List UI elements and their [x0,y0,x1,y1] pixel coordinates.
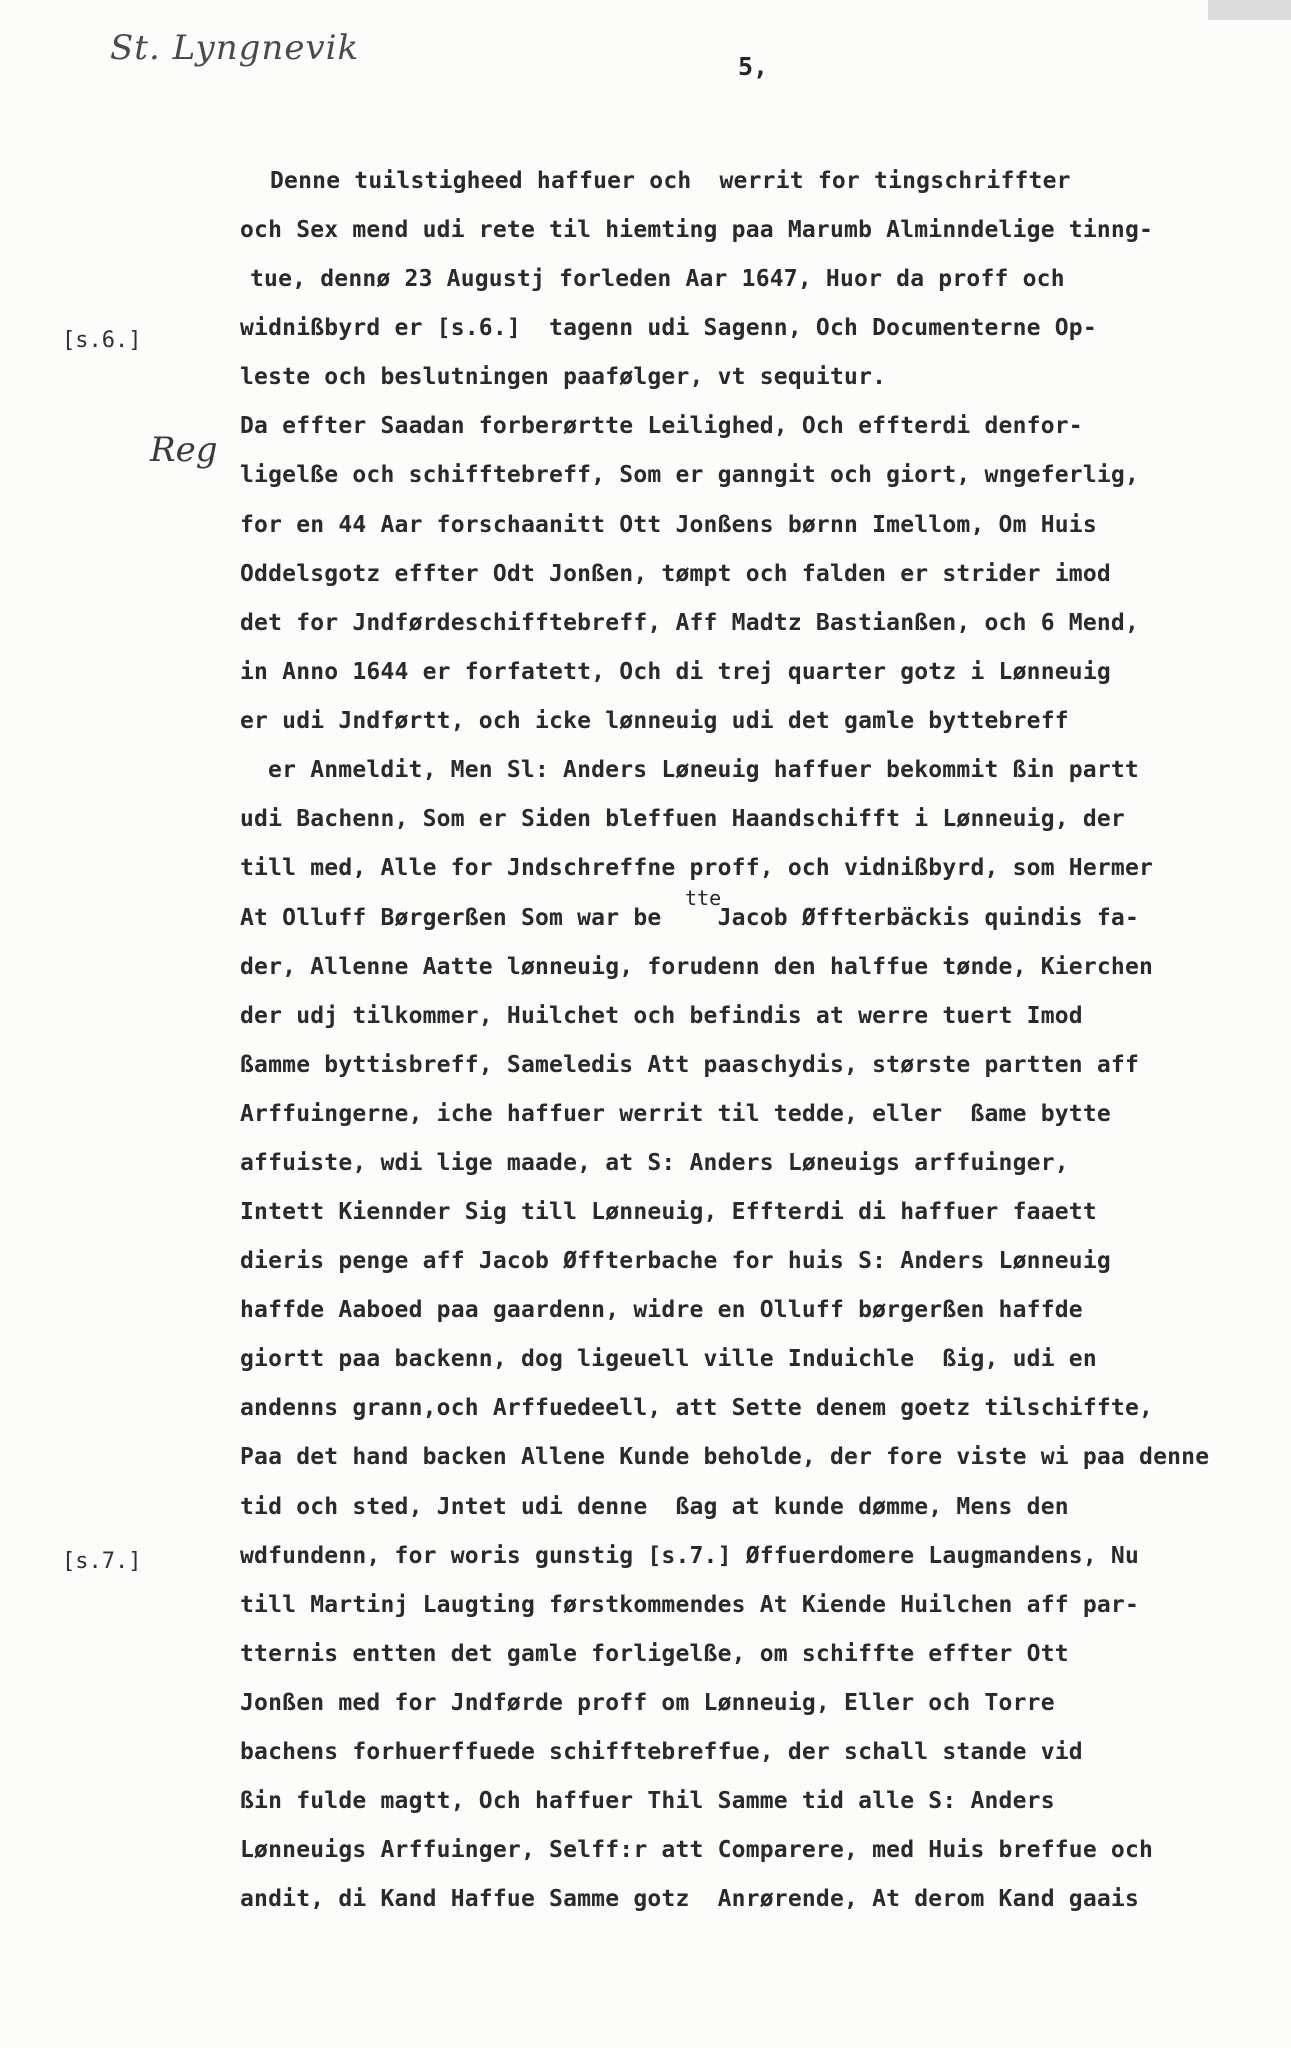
interlinear-insertion: tte [685,886,722,910]
document-line: widnißbyrd er [s.6.] tagenn udi Sagenn, Och Documenterne Op- [240,315,1097,341]
document-line: andenns grann,och Arffuedeell, att Sette denem goetz tilschiffte, [240,1395,1154,1421]
document-line: der, Allenne Aatte lønneuig, forudenn den halffue tønde, Kierchen [240,954,1154,980]
document-line: tue, dennø 23 Augustj forleden Aar 1647, Huor da proff och [250,266,1065,292]
document-line: haffde Aaboed paa gaardenn, widre en Olluff børgerßen haffde [240,1297,1083,1323]
document-line: bachens forhuerffuede schifftebreffue, der schall stande vid [240,1739,1083,1765]
document-line: ßamme byttisbreff, Sameledis Att paaschydis, største partten aff [240,1052,1140,1078]
document-line: leste och beslutningen paafølger, vt sequitur. [240,364,887,390]
document-line: Jonßen med for Jndførde proff om Lønneuig, Eller och Torre [240,1690,1055,1716]
document-line: andit, di Kand Haffue Samme gotz Anrørende, At derom Kand gaais [240,1886,1140,1912]
document-line: och Sex mend udi rete til hiemting paa Marumb Alminndelige tinng- [240,217,1154,243]
document-line: Da effter Saadan forberørtte Leilighed, Och effterdi denfor- [240,413,1083,439]
document-line: tid och sted, Jntet udi denne ßag at kunde dømme, Mens den [240,1494,1069,1520]
document-line: udi Bachenn, Som er Siden bleffuen Haandschifft i Lønneuig, der [240,806,1125,832]
document-line: affuiste, wdi lige maade, at S: Anders Løneuigs arffuinger, [240,1150,1069,1176]
document-line: dieris penge aff Jacob Øffterbache for huis S: Anders Lønneuig [240,1248,1111,1274]
handwritten-header-note: St. Lyngnevik [110,28,360,68]
document-line: Oddelsgotz effter Odt Jonßen, tømpt och falden er strider imod [240,561,1111,587]
document-line: till med, Alle for Jndschreffne proff, och vidnißbyrd, som Hermer [240,855,1154,881]
margin-reference-s7: [s.7.] [62,1549,142,1574]
document-line: tternis entten det gamle forligelße, om schiffte effter Ott [240,1641,1069,1667]
document-line: det for Jndførdeschifftebreff, Aff Madtz Bastianßen, och 6 Mend, [240,610,1140,636]
document-line: Intett Kiennder Sig till Lønneuig, Effterdi di haffuer faaett [240,1199,1097,1225]
document-line: Arffuingerne, iche haffuer werrit til tedde, eller ßame bytte [240,1101,1111,1127]
document-line: giortt paa backenn, dog ligeuell ville Induichle ßig, udi en [240,1346,1097,1372]
document-line: wdfundenn, for woris gunstig [s.7.] Øffuerdomere Laugmandens, Nu [240,1543,1140,1569]
document-line: Denne tuilstigheed haffuer och werrit for tingschriffter [270,168,1071,194]
document-line: ligelße och schifftebreff, Som er ganngit och giort, wngeferlig, [240,462,1140,488]
document-line: er udi Jndførtt, och icke lønneuig udi det gamle byttebreff [240,708,1069,734]
document-line: er Anmeldit, Men Sl: Anders Løneuig haffuer bekommit ßin partt [254,757,1139,783]
document-line: for en 44 Aar forschaanitt Ott Jonßens børnn Imellom, Om Huis [240,512,1097,538]
document-line: Lønneuigs Arffuinger, Selff:r att Comparere, med Huis breffue och [240,1837,1154,1863]
handwritten-margin-note: Reg [150,430,218,470]
document-line: till Martinj Laugting førstkommendes At Kiende Huilchen aff par- [240,1592,1140,1618]
page-number: 5, [738,52,769,81]
margin-reference-s6: [s.6.] [62,328,142,353]
document-line: At Olluff Børgerßen Som war be Jacob Øffterbäckis quindis fa- [240,905,1140,931]
scan-edge-mark [1208,0,1291,20]
document-line: der udj tilkommer, Huilchet och befindis at werre tuert Imod [240,1003,1083,1029]
document-line: Paa det hand backen Allene Kunde beholde, der fore viste wi paa denne [240,1444,1210,1470]
document-line: in Anno 1644 er forfatett, Och di trej quarter gotz i Lønneuig [240,659,1111,685]
document-line: ßin fulde magtt, Och haffuer Thil Samme tid alle S: Anders [240,1788,1055,1814]
